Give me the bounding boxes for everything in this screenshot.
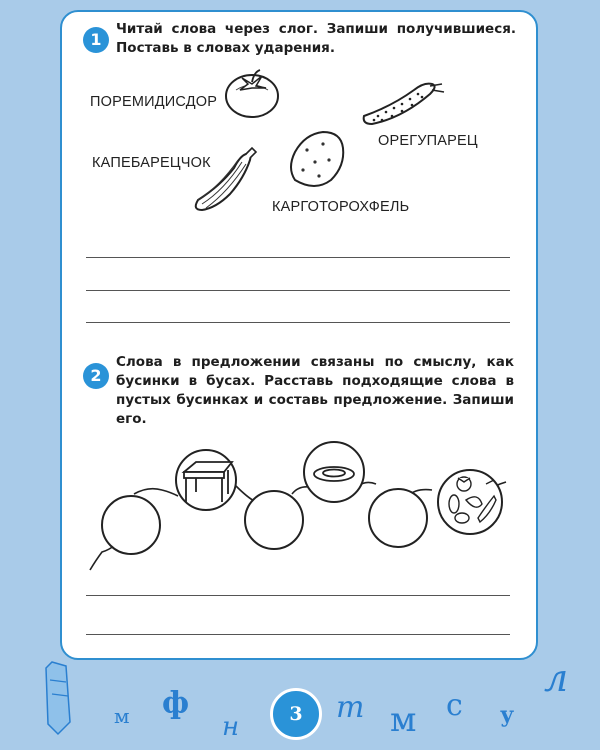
word-3: ОРЕГУПАРЕЦ <box>378 133 478 149</box>
writing-line-3[interactable] <box>86 322 510 323</box>
writing-line-1[interactable] <box>86 257 510 258</box>
writing-line-5[interactable] <box>86 634 510 635</box>
writing-line-2[interactable] <box>86 290 510 291</box>
writing-line-4[interactable] <box>86 595 510 596</box>
cucumber-icon <box>358 78 446 130</box>
pencil-icon <box>40 660 74 736</box>
letter-u: у <box>500 702 515 728</box>
letter-s: с <box>446 688 463 723</box>
zucchini-icon <box>190 146 262 216</box>
task-2-number: 2 <box>83 363 109 389</box>
task-2-instruction: Слова в предложении связаны по смыслу, как бусинки в бусах. Расставь подходящие слова в пустых бусинках и составь предложение. Запиши его. <box>116 354 514 427</box>
bead-table <box>176 450 236 510</box>
letter-m-2: м <box>390 700 417 740</box>
letter-l: л <box>544 656 569 700</box>
potato-icon <box>285 128 347 192</box>
word-4: КАРГОТОРОХФЕЛЬ <box>272 199 410 215</box>
beads-necklace <box>86 440 516 580</box>
page-number: 3 <box>270 688 322 740</box>
letter-f: ф <box>162 686 190 721</box>
letter-n: н <box>222 712 240 742</box>
word-2: КАПЕБАРЕЦЧОК <box>92 155 211 171</box>
plate-icon <box>314 467 354 481</box>
letter-t: т <box>336 690 365 725</box>
task-1-instruction: Читай слова через слог. Запиши получившиеся. Поставь в словах ударения. <box>116 21 516 56</box>
bead-empty-1 <box>102 496 160 554</box>
bead-empty-2 <box>245 491 303 549</box>
letter-m-1: м <box>114 704 130 728</box>
word-1: ПОРЕМИДИСДОР <box>90 94 218 110</box>
bead-empty-3 <box>369 489 427 547</box>
tomato-icon <box>222 64 282 122</box>
task-1-number: 1 <box>83 27 109 53</box>
